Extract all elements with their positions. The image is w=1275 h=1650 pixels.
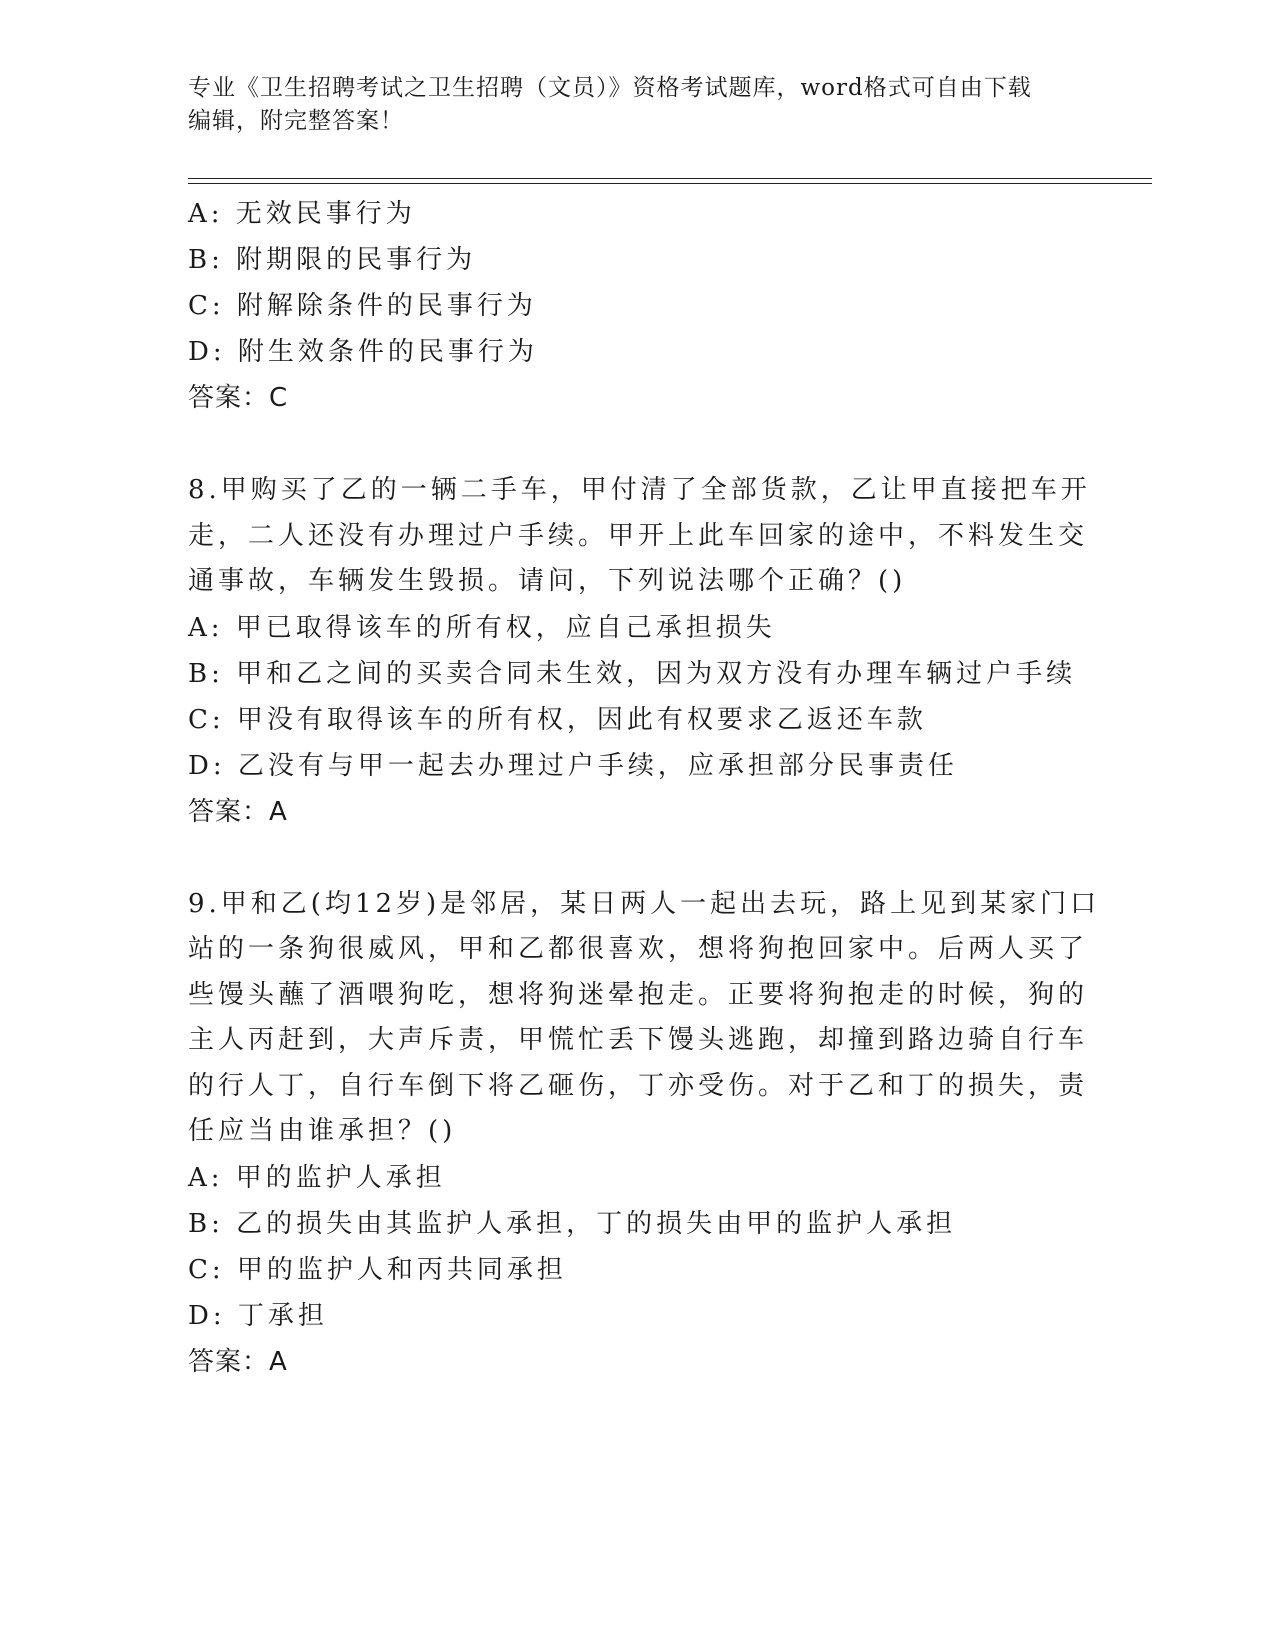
question-text: [188, 468, 1091, 605]
option-b: B: 附期限的民事行为: [188, 245, 477, 275]
answer: 答案：A: [188, 796, 288, 827]
question-line: 站的一条狗很威风，甲和乙都很喜欢，想将狗抱回家中。后两人买了: [188, 934, 1089, 964]
document-body: [188, 191, 1101, 1385]
option-a: A: 甲的监护人承担: [188, 1162, 446, 1193]
option-d: D: 附生效条件的民事行为: [188, 337, 538, 367]
question-line: 8.甲购买了乙的一辆二手车，甲付清了全部货款，乙让甲直接把车开: [188, 475, 1091, 505]
question-9: [188, 882, 1101, 1385]
option-a: A: 无效民事行为: [188, 199, 416, 229]
question-prev: [188, 191, 1088, 421]
question-line: 些馒头蘸了酒喂狗吃，想将狗迷晕抱走。正要将狗抱走的时候，狗的: [188, 979, 1089, 1010]
header-line-1: 专业《卫生招聘考试之卫生招聘（文员）》资格考试题库，word格式可自由下载: [188, 75, 1032, 101]
question-line: 的行人丁，自行车倒下将乙砸伤，丁亦受伤。对于乙和丁的损失，责: [188, 1070, 1089, 1101]
header-divider-top: [188, 178, 1152, 179]
question-line: 任应当由谁承担？(): [188, 1116, 457, 1146]
option-d: D: 乙没有与甲一起去办理过户手续，应承担部分民事责任: [188, 750, 958, 781]
header-divider-bottom: [188, 183, 1152, 184]
option-a: A: 甲已取得该车的所有权，应自己承担损失: [188, 612, 776, 643]
question-8: [188, 468, 1091, 835]
option-c: C: 附解除条件的民事行为: [188, 291, 537, 321]
option-c: C: 甲的监护人和丙共同承担: [188, 1254, 567, 1285]
question-text: [188, 882, 1101, 1155]
question-line: 9.甲和乙(均12岁)是邻居，某日两人一起出去玩，路上见到某家门口: [188, 888, 1101, 919]
answer: 答案：C: [188, 383, 289, 413]
question-line: 走，二人还没有办理过户手续。甲开上此车回家的途中，不料发生交: [188, 520, 1089, 551]
option-b: B: 乙的损失由其监护人承担，丁的损失由甲的监护人承担: [188, 1208, 957, 1239]
header-line-2: 编辑，附完整答案！: [188, 108, 404, 134]
question-line: 主人丙赶到，大声斥责，甲慌忙丢下馒头逃跑，却撞到路边骑自行车: [188, 1025, 1089, 1055]
option-d: D: 丁承担: [188, 1300, 328, 1331]
answer: 答案：A: [188, 1346, 288, 1377]
question-line: 通事故，车辆发生毁损。请问，下列说法哪个正确？(): [188, 566, 907, 596]
option-c: C: 甲没有取得该车的所有权，因此有权要求乙返还车款: [188, 704, 927, 735]
option-b: B: 甲和乙之间的买卖合同未生效，因为双方没有办理车辆过户手续: [188, 658, 1077, 689]
document-header: [188, 72, 1088, 138]
